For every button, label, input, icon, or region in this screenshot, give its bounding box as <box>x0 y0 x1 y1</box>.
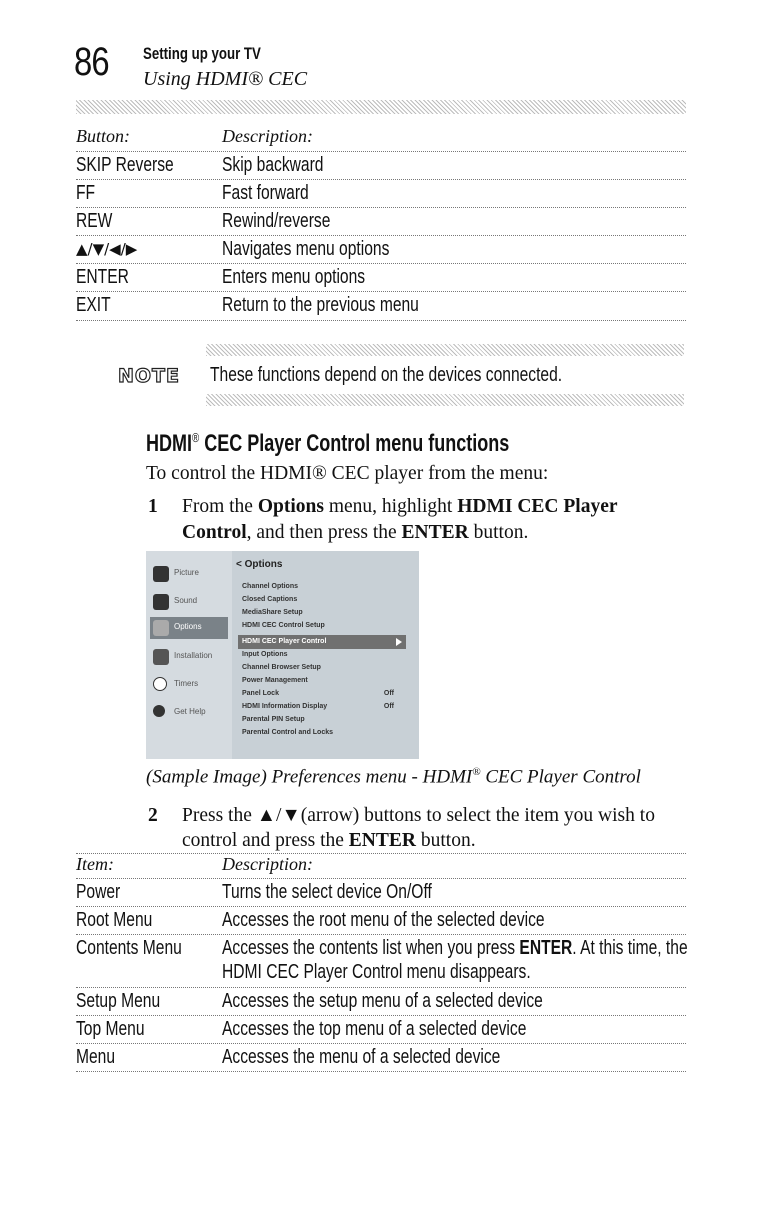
left-menu-item: Installation <box>150 646 228 668</box>
menu-item: Parental PIN Setup <box>242 716 305 723</box>
item-description: Accesses the root menu of the selected device <box>222 909 545 931</box>
step-number: 1 <box>148 496 158 517</box>
menu-item: Power Management <box>242 677 308 684</box>
column-header: Item: <box>76 854 114 874</box>
intro-text: To control the HDMI® CEC player from the menu: <box>146 463 549 484</box>
item-description: Accesses the contents list when you press ENTER. At this time, the <box>222 937 688 959</box>
item-description: Accesses the menu of a selected device <box>222 1046 501 1068</box>
menu-screenshot <box>146 551 419 759</box>
left-menu-panel <box>146 551 232 759</box>
note-text: These functions depend on the devices connected. <box>210 364 563 386</box>
menu-item: HDMI Information Display Off <box>242 703 394 710</box>
item-name: Setup Menu <box>76 990 161 1012</box>
section-heading: HDMI® CEC Player Control menu functions <box>146 430 510 457</box>
item-description: Accesses the top menu of a selected device <box>222 1018 527 1040</box>
menu-item: Input Options <box>242 651 288 658</box>
step-2-line-2: control and press the ENTER button. <box>182 830 476 851</box>
button-name: REW <box>76 210 113 232</box>
sound-icon <box>153 594 169 610</box>
help-icon <box>153 705 165 717</box>
button-description: Navigates menu options <box>222 238 390 260</box>
note-divider-bottom <box>206 394 684 406</box>
left-menu-item: Sound <box>150 591 228 613</box>
button-description: Fast forward <box>222 182 309 204</box>
note-label: NOTE <box>118 365 180 387</box>
menu-item: Channel Browser Setup <box>242 664 321 671</box>
arrow-buttons: ▲/▼/◀/▶ <box>76 240 138 258</box>
button-description: Enters menu options <box>222 266 366 288</box>
item-description-continued: HDMI CEC Player Control menu disappears. <box>222 961 531 983</box>
image-caption: (Sample Image) Preferences menu - HDMI® CEC Player Control <box>146 766 641 788</box>
step-1-line-1: From the Options menu, highlight HDMI CEC Player <box>182 496 618 517</box>
column-header: Description: <box>222 854 313 874</box>
item-name: Root Menu <box>76 909 153 931</box>
column-header: Description: <box>222 126 313 146</box>
button-name: FF <box>76 182 96 204</box>
header-divider <box>76 100 686 114</box>
menu-item: Panel Lock Off <box>242 690 394 697</box>
chevron-right-icon <box>396 638 402 646</box>
item-description: Turns the select device On/Off <box>222 881 432 903</box>
step-number: 2 <box>148 805 158 826</box>
picture-icon <box>153 566 169 582</box>
panel-title: < Options <box>236 559 283 570</box>
menu-item: Channel Options <box>242 583 298 590</box>
timers-icon <box>153 677 167 691</box>
button-name: ENTER <box>76 266 129 288</box>
item-name: Menu <box>76 1046 116 1068</box>
installation-icon <box>153 649 169 665</box>
menu-item: HDMI CEC Control Setup <box>242 622 325 629</box>
menu-item: Parental Control and Locks <box>242 729 334 736</box>
step-2-line-1: Press the ▲/▼(arrow) buttons to select the item you wish to <box>182 805 655 826</box>
button-name: SKIP Reverse <box>76 154 174 176</box>
item-description: Accesses the setup menu of a selected device <box>222 990 543 1012</box>
left-menu-item: Get Help <box>150 702 228 724</box>
button-description: Rewind/reverse <box>222 210 331 232</box>
left-menu-item: Timers <box>150 674 228 696</box>
menu-item: MediaShare Setup <box>242 609 303 616</box>
button-description: Return to the previous menu <box>222 294 419 316</box>
note-divider-top <box>206 344 684 356</box>
step-1-line-2: Control, and then press the ENTER button. <box>182 522 529 543</box>
left-menu-item: Picture <box>150 563 228 585</box>
left-menu-item-selected: Options <box>150 617 228 639</box>
menu-item-highlighted: HDMI CEC Player Control <box>238 635 406 649</box>
section-title: Setting up your TV <box>143 44 261 63</box>
button-name: EXIT <box>76 294 111 316</box>
page-number: 86 <box>74 40 109 84</box>
button-description: Skip backward <box>222 154 324 176</box>
subsection-title: Using HDMI® CEC <box>143 68 308 90</box>
column-header: Button: <box>76 126 130 146</box>
item-name: Power <box>76 881 121 903</box>
item-name: Top Menu <box>76 1018 145 1040</box>
menu-item: Closed Captions <box>242 596 298 603</box>
options-icon <box>153 620 169 636</box>
item-name: Contents Menu <box>76 937 182 959</box>
